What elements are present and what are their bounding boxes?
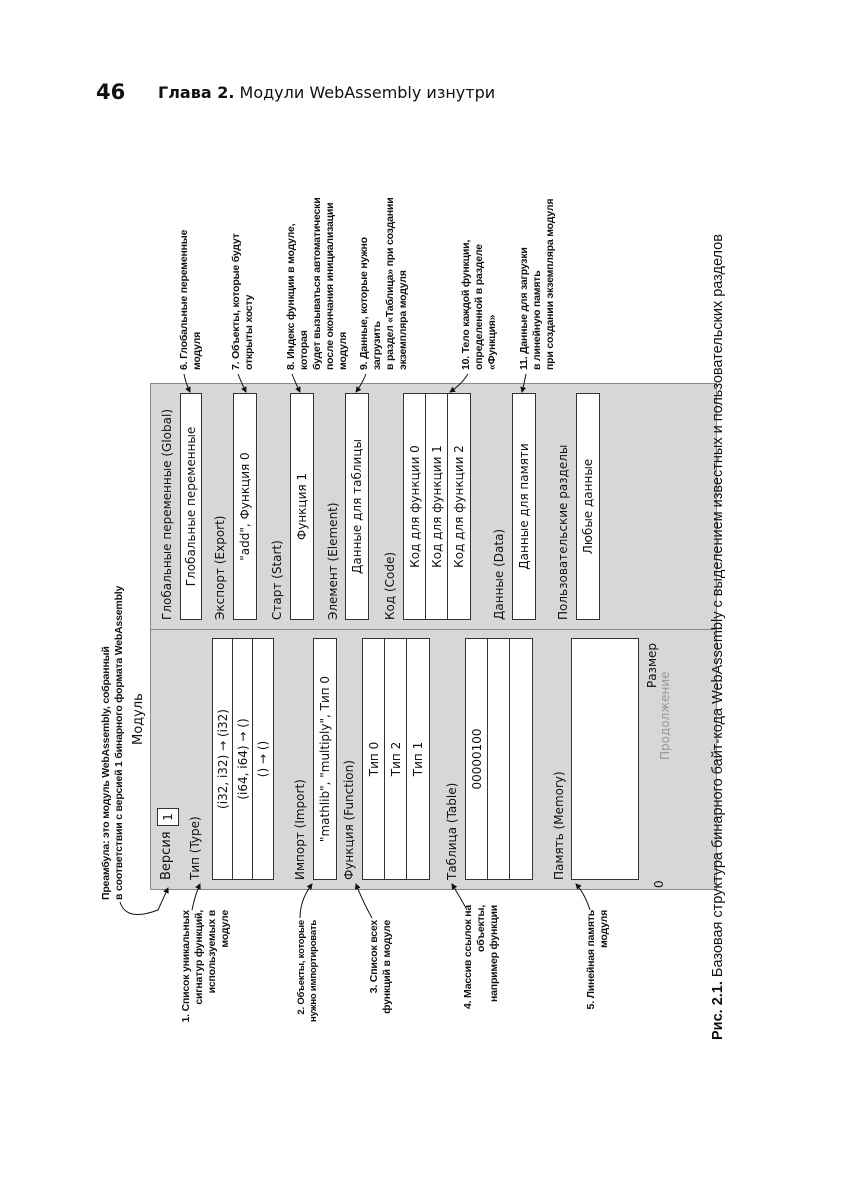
annotation-line: модуля	[337, 332, 349, 370]
type-row: () → ()	[252, 638, 274, 880]
import-box: "mathlib", "multiply", Тип 0	[313, 638, 337, 880]
continuation-label: Продолжение	[658, 671, 672, 760]
arrow-table	[452, 884, 466, 908]
annotation-line: 2. Объекты, которые	[296, 920, 307, 1015]
code-row: Код для функции 1	[425, 393, 449, 620]
arrow-global	[184, 374, 190, 392]
annotation-line: при создании экземпляра модуля	[544, 198, 556, 370]
annotation-line: 7. Объекты, которые будут	[230, 233, 242, 370]
chapter-name: Модули WebAssembly изнутри	[234, 83, 496, 102]
memory-section-title: Память (Memory)	[552, 771, 566, 880]
type-section-title: Тип (Type)	[188, 816, 202, 880]
annotation-line: после окончания инициализации	[324, 202, 336, 370]
arrow-code	[450, 374, 468, 392]
custom-box: Любые данные	[576, 393, 600, 620]
export-box: "add", Функция 0	[233, 393, 257, 620]
memory-min-label: 0	[652, 880, 666, 888]
annotation-line: 1. Список уникальных	[180, 910, 192, 1023]
code-row: Код для функции 2	[447, 393, 471, 620]
element-section-title: Элемент (Element)	[326, 502, 340, 620]
table-section-title: Таблица (Table)	[445, 782, 459, 880]
function-row: Тип 1	[406, 638, 430, 880]
preamble-line: Преамбула: это модуль WebAssembly, собранный	[100, 646, 112, 900]
annotation-line: 11. Данные для загрузки	[518, 247, 530, 370]
import-section-title: Импорт (Import)	[293, 779, 307, 880]
annotation-line: нужно импортировать	[308, 920, 319, 1022]
data-box: Данные для памяти	[512, 393, 536, 620]
code-section-title: Код (Code)	[383, 551, 397, 620]
annotation-line: экземпляра модуля	[397, 270, 409, 370]
arrow-data	[522, 374, 526, 392]
arrow-start	[292, 374, 300, 392]
annotation-arrows	[100, 190, 740, 1060]
function-section-title: Функция (Function)	[342, 760, 356, 880]
annotation-line: открыты хосту	[243, 294, 255, 370]
annotation-line: 10. Тело каждой функции,	[460, 239, 472, 370]
start-box: Функция 1	[290, 393, 314, 620]
annotation-line: 5. Линейная память модуля	[585, 910, 610, 1010]
export-section-title: Экспорт (Export)	[213, 515, 227, 620]
type-row: (i64, i64) → ()	[232, 638, 254, 880]
chapter-label: Глава 2.	[158, 83, 235, 102]
annotation-line: сигнатур функций,	[193, 910, 205, 1005]
annotation-line: например функции	[488, 905, 500, 1002]
annotation-line: 4. Массив ссылок на объекты,	[462, 905, 487, 1010]
module-label: Модуль	[131, 693, 146, 745]
annotation-line: 6. Глобальные переменные модуля	[178, 229, 203, 370]
type-row: (i32, i32) → (i32)	[212, 638, 234, 880]
code-row: Код для функции 0	[403, 393, 427, 620]
global-box: Глобальные переменные	[180, 393, 202, 620]
chapter-title	[158, 83, 495, 102]
arrow-memory	[576, 884, 590, 910]
annotation-line: 3. Список всех	[368, 920, 380, 994]
page-number: 46	[96, 80, 126, 104]
table-row: 00000100	[465, 638, 489, 880]
caption-label: Рис. 2.1.	[710, 981, 726, 1040]
annotation-line: будет вызываться автоматически	[311, 197, 323, 370]
annotation-line: в раздел «Таблица» при создании	[384, 197, 396, 370]
custom-section-title: Пользовательские разделы	[556, 444, 570, 620]
global-section-title: Глобальные переменные (Global)	[160, 408, 174, 620]
figure	[100, 190, 740, 1060]
arrow-function	[356, 884, 372, 918]
function-row: Тип 2	[384, 638, 408, 880]
version-label: Версия	[159, 831, 174, 880]
version-box: 1	[157, 808, 179, 826]
arrow-preamble	[120, 888, 168, 915]
annotation-line: используемых в модуле	[206, 910, 231, 994]
element-box: Данные для таблицы	[345, 393, 369, 620]
preamble-line: в соответствии с версией 1 бинарного формата WebAssembly	[113, 585, 125, 900]
figure-caption	[710, 234, 726, 1040]
memory-max-label: Размер	[645, 642, 659, 688]
start-section-title: Старт (Start)	[270, 540, 284, 620]
annotation-line: в линейную память	[531, 270, 543, 370]
annotation-line: 9. Данные, которые нужно загрузить	[358, 237, 383, 370]
annotation-line: определенной в разделе «Функция»	[473, 244, 498, 370]
data-section-title: Данные (Data)	[492, 528, 506, 620]
arrow-import	[300, 884, 312, 918]
arrow-element	[356, 374, 366, 392]
caption-text: Базовая структура бинарного байт-кода WebAssembly с выделением известных и пользовательских разделов	[710, 234, 726, 982]
annotation-line: 8. Индекс функции в модуле, которая	[285, 223, 310, 370]
function-row: Тип 0	[362, 638, 386, 880]
arrow-type	[192, 884, 200, 910]
arrow-export	[238, 374, 246, 392]
annotation-line: функций в модуле	[381, 920, 393, 1014]
